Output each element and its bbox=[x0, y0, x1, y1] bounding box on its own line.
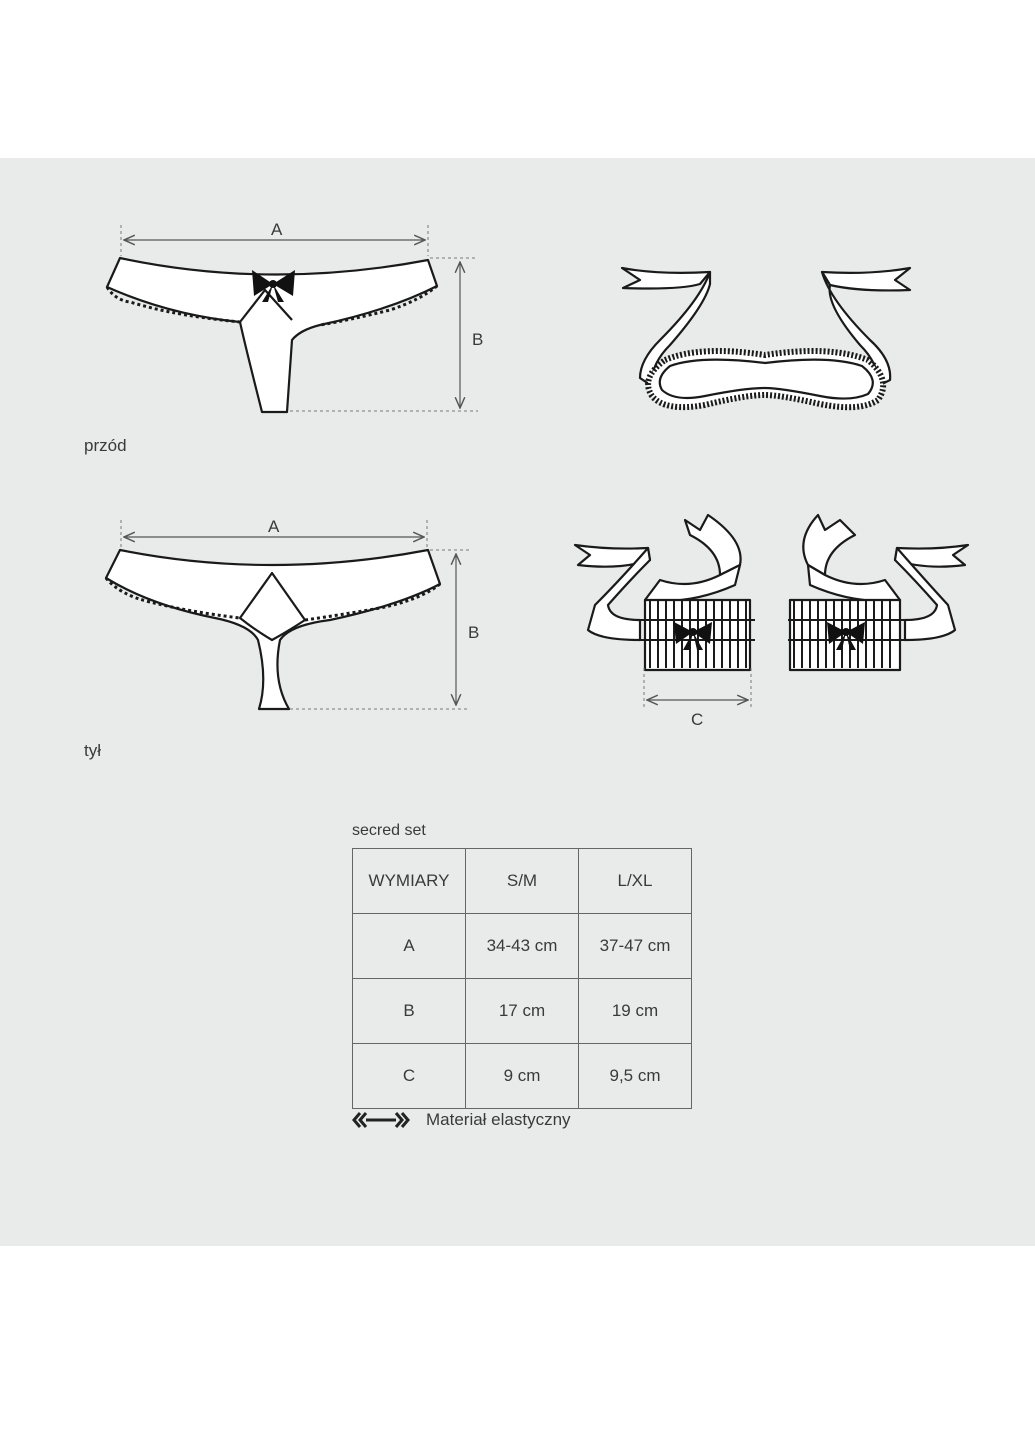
table-header-cell: WYMIARY bbox=[353, 849, 466, 914]
back-thong-drawing bbox=[106, 550, 440, 709]
table-cell: 34-43 cm bbox=[466, 914, 579, 979]
legend bbox=[352, 1110, 571, 1130]
table-cell: 9 cm bbox=[466, 1044, 579, 1109]
table-row bbox=[353, 979, 692, 1044]
table-cell: 17 cm bbox=[466, 979, 579, 1044]
table-cell: A bbox=[353, 914, 466, 979]
table-cell: 9,5 cm bbox=[579, 1044, 692, 1109]
dimension-c-cuffs: C bbox=[691, 710, 704, 729]
table-cell: 37-47 cm bbox=[579, 914, 692, 979]
table-header-cell: S/M bbox=[466, 849, 579, 914]
table-cell: C bbox=[353, 1044, 466, 1109]
size-table bbox=[352, 848, 692, 1109]
table-header-cell: L/XL bbox=[579, 849, 692, 914]
legend-text: Materiał elastyczny bbox=[426, 1110, 571, 1129]
dimension-b-back: B bbox=[468, 623, 480, 642]
elastic-arrows-icon bbox=[352, 1110, 410, 1130]
dimension-b-front: B bbox=[472, 330, 484, 349]
table-header-row bbox=[353, 849, 692, 914]
right-cuff-drawing bbox=[790, 515, 968, 670]
table-cell: B bbox=[353, 979, 466, 1044]
blindfold-drawing bbox=[622, 268, 910, 407]
left-cuff-drawing bbox=[575, 515, 750, 670]
dimension-a-back: A bbox=[268, 517, 280, 536]
table-cell: 19 cm bbox=[579, 979, 692, 1044]
dimension-a-front: A bbox=[271, 220, 283, 239]
table-row bbox=[353, 1044, 692, 1109]
table-row bbox=[353, 914, 692, 979]
front-view-label: przód bbox=[84, 436, 127, 455]
back-view-label: tył bbox=[84, 741, 101, 760]
table-title: secred set bbox=[352, 822, 426, 839]
